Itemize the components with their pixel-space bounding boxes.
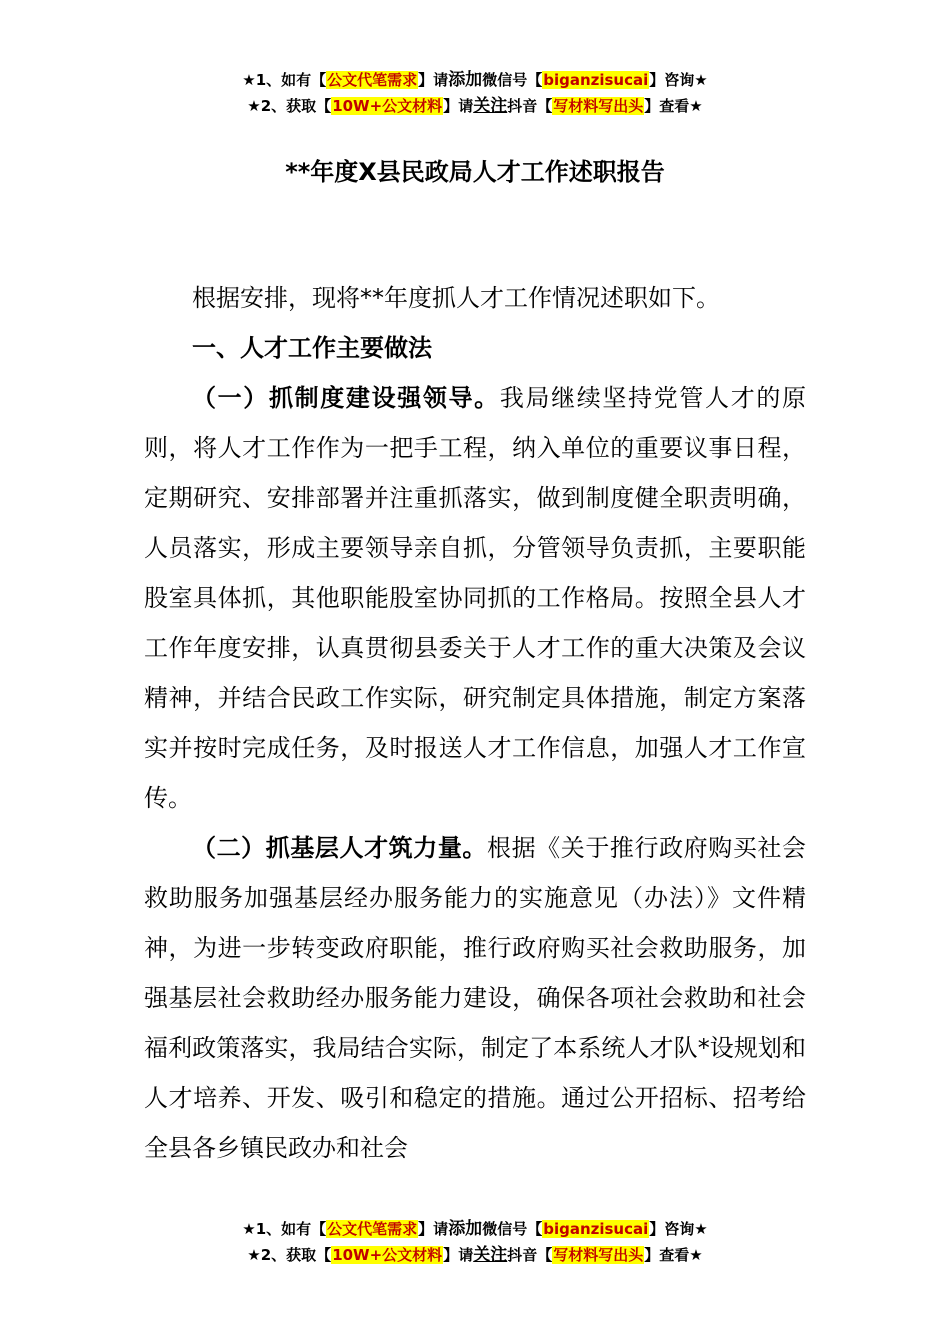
promo-line-2: ★2、获取【10W+公文材料】请关注抖音【写材料写出头】查看★ [247, 1245, 703, 1265]
paragraph-lead: （一）抓制度建设强领导。 [192, 384, 500, 412]
intro-paragraph: 根据安排，现将**年度抓人才工作情况述职如下。 [192, 284, 720, 312]
section-heading: 一、人才工作主要做法 [192, 334, 432, 362]
body-paragraph-1: （一）抓制度建设强领导。我局继续坚持党管人才的原则，将人才工作作为一把手工程，纳入单位的重要议事日程，定期研究、安排部署并注重抓落实，做到制度健全职责明确，人员落实，形成主要领导亲自抓，分管领导负责抓，主要职能股室具体抓，其他职能股室协同抓的工作格局。按照全县人才工作年度安排，认真贯彻县委关于人才工作的重大决策及会议精神，并结合民政工作实际，研究制定具体措施，制定方案落实并按时完成任务，及时报送人才工作信息，加强人才工作宣传。 [144, 384, 807, 812]
promo-line-1: ★1、如有【公文代笔需求】请添加微信号【biganzisucai】咨询★ [242, 1219, 708, 1239]
wechat-id-highlight: biganzisucai [543, 71, 649, 89]
promo-highlight: 公文代笔需求 [327, 1220, 418, 1238]
bottom-promo-banner [0, 1216, 950, 1268]
paragraph-lead: （二）抓基层人才筑力量。 [192, 834, 487, 862]
promo-line-2: ★2、获取【10W+公文材料】请关注抖音【写材料写出头】查看★ [247, 96, 703, 116]
body-paragraph-2: （二）抓基层人才筑力量。根据《关于推行政府购买社会救助服务加强基层经办服务能力的实施意见（办法）》文件精神，为进一步转变政府职能，推行政府购买社会救助服务，加强基层社会救助经办服务能力建设，确保各项社会救助和社会福利政策落实，我局结合实际，制定了本系统人才队*设规划和人才培养、开发、吸引和稳定的措施。通过公开招标、招考给全县各乡镇民政办和社会 [144, 834, 806, 1162]
document-body [144, 273, 806, 1173]
promo-line-1: ★1、如有【公文代笔需求】请添加微信号【biganzisucai】咨询★ [242, 70, 708, 90]
document-title: **年度X县民政局人才工作述职报告 [285, 158, 665, 186]
top-promo-banner [0, 67, 950, 119]
douyin-id-highlight: 写材料写出头 [553, 1246, 644, 1264]
promo-highlight: 10W+公文材料 [332, 97, 443, 115]
wechat-id-highlight: biganzisucai [543, 1220, 649, 1238]
promo-highlight: 公文代笔需求 [327, 71, 418, 89]
douyin-id-highlight: 写材料写出头 [553, 97, 644, 115]
promo-highlight: 10W+公文材料 [332, 1246, 443, 1264]
